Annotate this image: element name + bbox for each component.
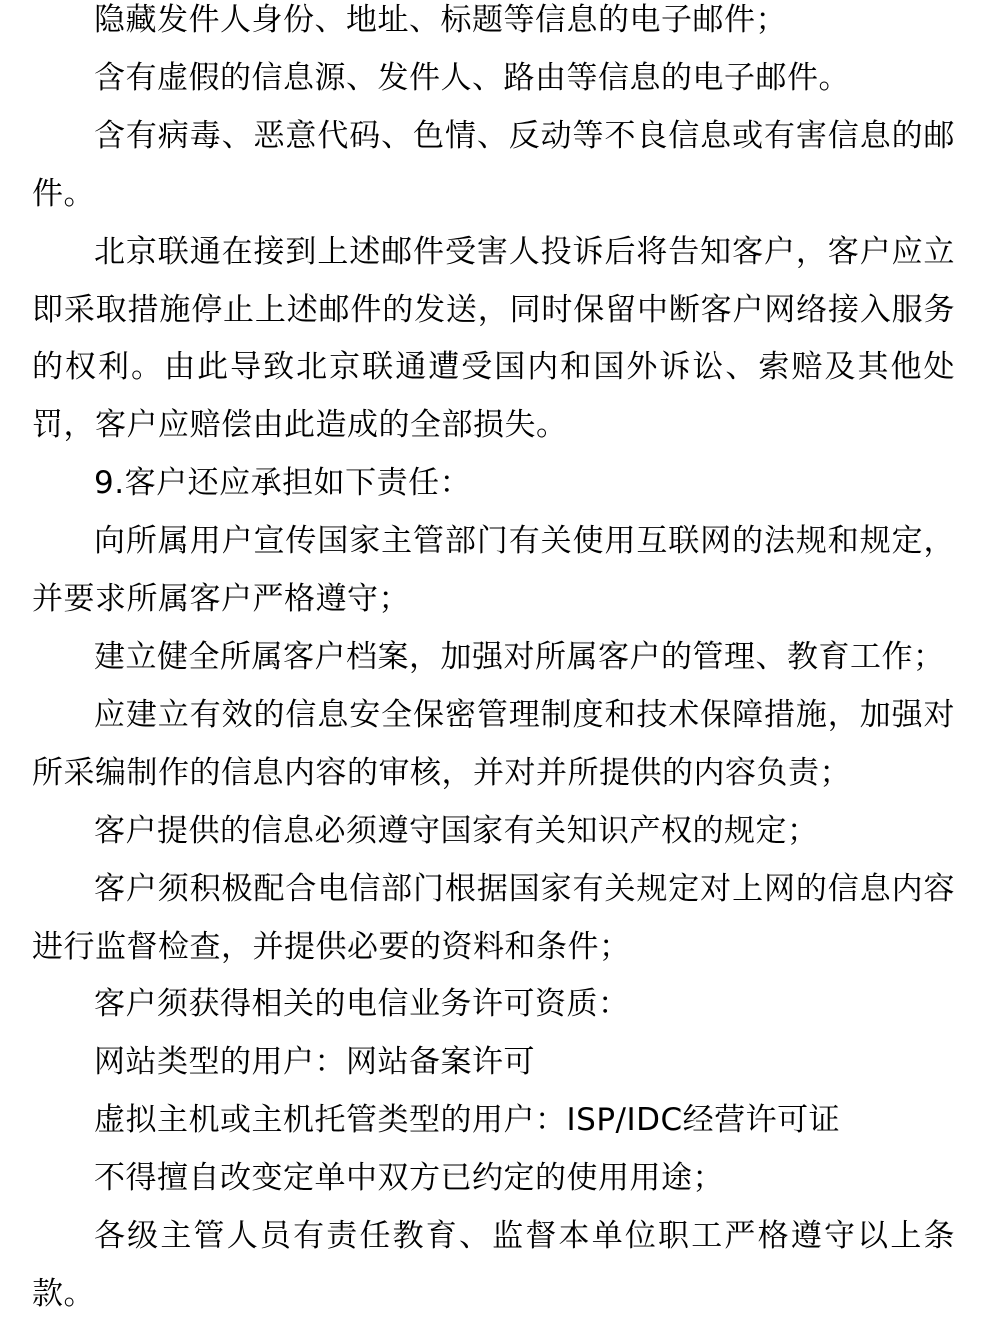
paragraph-website-license: 网站类型的用户：网站备案许可	[94, 1044, 535, 1081]
paragraph-hosting-license: 虚拟主机或主机托管类型的用户：ISP/IDC经营许可证	[94, 1102, 841, 1139]
paragraph-publicize-regulations: 向所属用户宣传国家主管部门有关使用互联网的法规和规定，并要求所属客户严格遵守；	[32, 523, 955, 618]
paragraph-supervision: 各级主管人员有责任教育、监督本单位职工严格遵守以上条款。	[32, 1218, 955, 1312]
paragraph-harmful-content: 含有病毒、恶意代码、色情、反动等不良信息或有害信息的邮件。	[32, 117, 955, 212]
paragraph-responsibilities-heading: 9.客户还应承担如下责任：	[94, 465, 472, 502]
paragraph-usage-purpose: 不得擅自改变定单中双方已约定的使用用途；	[94, 1160, 724, 1197]
paragraph-cooperate-inspection: 客户须积极配合电信部门根据国家有关规定对上网的信息内容进行监督检查，并提供必要的资料和条件；	[32, 870, 955, 965]
paragraph-intellectual-property: 客户提供的信息必须遵守国家有关知识产权的规定；	[94, 812, 819, 849]
paragraph-complaint-handling: 北京联通在接到上述邮件受害人投诉后将告知客户，客户应立即采取措施停止上述邮件的发送，同时保留中断客户网络接入服务的权利。由此导致北京联通遭受国内和国外诉讼、索赔及其他处罚，客户应赔偿由此造成的全部损失。	[32, 233, 955, 444]
paragraph-fake-source: 含有虚假的信息源、发件人、路由等信息的电子邮件。	[94, 59, 850, 96]
paragraph-license-requirement: 客户须获得相关的电信业务许可资质：	[94, 986, 630, 1023]
paragraph-security-system: 应建立有效的信息安全保密管理制度和技术保障措施，加强对所采编制作的信息内容的审核，并对并所提供的内容负责；	[32, 696, 955, 791]
paragraph-hidden-sender: 隐藏发件人身份、地址、标题等信息的电子邮件；	[94, 2, 787, 38]
paragraph-customer-records: 建立健全所属客户档案，加强对所属客户的管理、教育工作；	[94, 638, 945, 675]
